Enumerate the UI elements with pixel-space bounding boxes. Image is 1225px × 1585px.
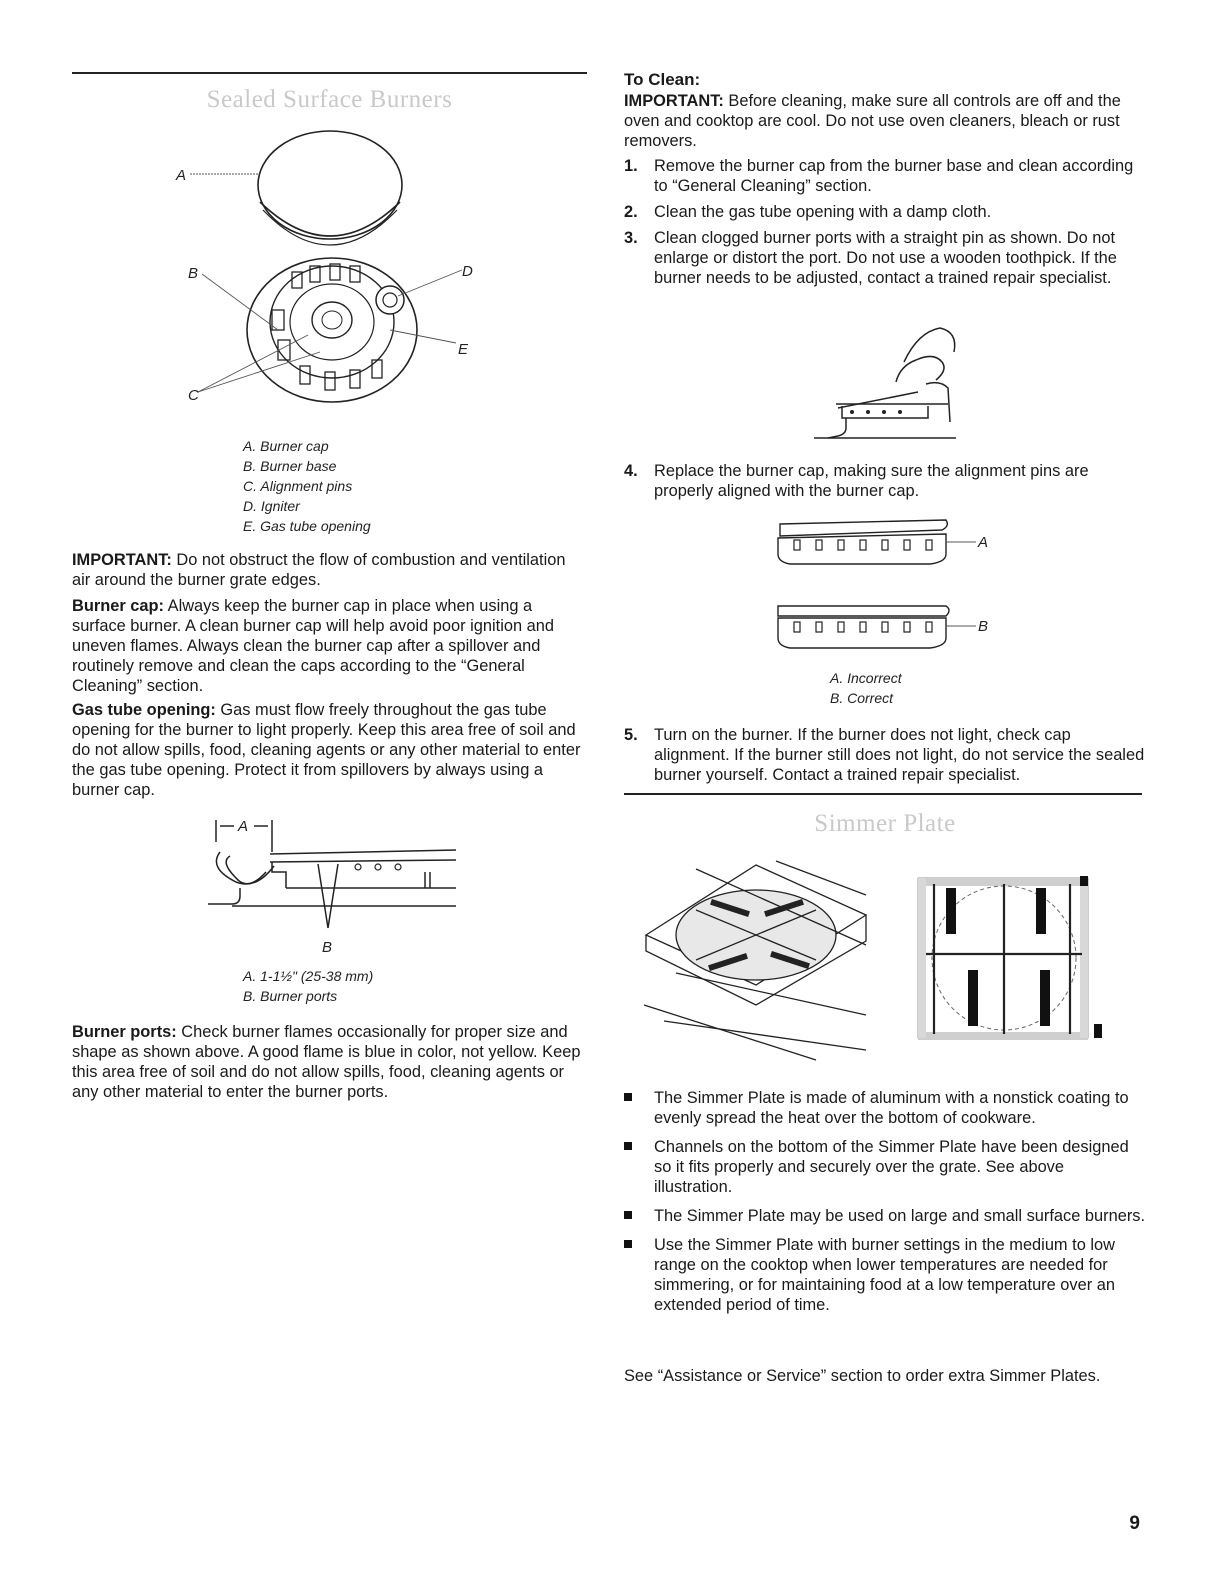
important-note-right: [624, 91, 1146, 151]
label-c: C: [188, 387, 199, 404]
caption-burner-cap: A. Burner cap: [243, 438, 329, 454]
right-section-rule: [624, 793, 1142, 795]
bullet-square: [624, 1093, 632, 1101]
burner-cap-text: Always keep the burner cap in place when using a surface burner. A clean burner cap will help avoid poor ignition and uneven flames. Always clean the burner cap after a spillover and routinely remove and clean the caps according to the “General Cleaning” section.: [72, 597, 555, 695]
burner-ports-lead: Burner ports:: [72, 1023, 177, 1041]
important-note-left: [72, 550, 587, 590]
label-a: A: [176, 167, 187, 184]
section-title-sealed-burners: Sealed Surface Burners: [206, 86, 453, 113]
important-text: Do not obstruct the flow of combustion and ventilation air around the burner grate edges.: [72, 551, 566, 589]
simmer-plate-bullets: [624, 1088, 1146, 1324]
simmer-plate-top-view-illustration: [912, 874, 1112, 1046]
to-clean-title: To Clean:: [624, 70, 701, 89]
caption-correct: B. Correct: [830, 690, 894, 706]
caption-flame-height: A. 1-1½" (25-38 mm): [243, 968, 374, 984]
sealed-burner-illustration: [160, 130, 520, 435]
pin-cleaning-illustration: [808, 322, 968, 442]
bullet-square: [624, 1142, 632, 1150]
important-text-right: Before cleaning, make sure all controls are off and the oven and cooktop are cool. Do not use oven cleaners, bleach or rust removers.: [624, 92, 1121, 150]
step-4: 4. Replace the burner cap, making sure the alignment pins are properly aligned with the burner cap.: [624, 462, 1089, 500]
bullet-square: [624, 1240, 632, 1248]
to-clean-heading: [624, 70, 1146, 90]
cleaning-step-5: [624, 725, 1146, 791]
simmer-bullet-4: Use the Simmer Plate with burner settings in the medium to low range on the cooktop when lower temperatures are needed for simmering, or for maintaining food at a low temperature over an extended period of time.: [624, 1235, 1146, 1315]
cap-label-a: A: [978, 534, 989, 551]
caption-gas-tube-opening: E. Gas tube opening: [243, 518, 371, 534]
closing-paragraph: [624, 1366, 1124, 1386]
caption-igniter: D. Igniter: [243, 498, 300, 514]
step-5: 5. Turn on the burner. If the burner does not light, check cap alignment. If the burner still does not light, do not service the sealed burner yourself. Contact a trained repair specialist.: [624, 726, 1145, 784]
burner-figure-captions: [243, 436, 371, 536]
cleaning-steps-1-3: [624, 156, 1146, 294]
caption-burner-base: B. Burner base: [243, 458, 337, 474]
important-lead-right: IMPORTANT:: [624, 92, 724, 110]
caption-alignment-pins: C. Alignment pins: [243, 478, 353, 494]
burner-flame-illustration: [200, 812, 470, 962]
section-title-simmer-plate: Simmer Plate: [814, 810, 956, 837]
cap-figure-captions: [830, 668, 902, 708]
step-1: 1. Remove the burner cap from the burner base and clean according to “General Cleaning” section.: [624, 157, 1134, 195]
cap-alignment-illustration: [770, 514, 1010, 664]
simmer-bullet-1: The Simmer Plate is made of aluminum with a nonstick coating to evenly spread the heat over the bottom of cookware.: [624, 1088, 1146, 1128]
label-d: D: [462, 263, 473, 280]
simmer-bullet-2: Channels on the bottom of the Simmer Plate have been designed so it fits properly and securely over the grate. See above illustration.: [624, 1137, 1146, 1197]
flame-label-b: B: [322, 939, 333, 956]
page-number: 9: [1129, 1513, 1140, 1534]
simmer-plate-on-grate-illustration: [636, 855, 886, 1065]
gas-tube-lead: Gas tube opening:: [72, 701, 216, 719]
burner-ports-paragraph: [72, 1022, 587, 1102]
gas-tube-paragraph: [72, 700, 587, 800]
bullet-square: [624, 1211, 632, 1219]
closing-text: See “Assistance or Service” section to order extra Simmer Plates.: [624, 1367, 1101, 1385]
step-2: 2. Clean the gas tube opening with a damp cloth.: [624, 203, 992, 221]
cleaning-step-4: [624, 461, 1146, 507]
caption-incorrect: A. Incorrect: [830, 670, 902, 686]
important-lead: IMPORTANT:: [72, 551, 172, 569]
left-top-rule: [72, 72, 587, 74]
flame-figure-captions: [243, 966, 373, 1006]
flame-label-a: A: [238, 818, 249, 835]
label-b: B: [188, 265, 199, 282]
simmer-bullet-3: The Simmer Plate may be used on large and small surface burners.: [624, 1206, 1146, 1226]
burner-cap-paragraph: [72, 596, 587, 696]
gas-tube-text: Gas must flow freely throughout the gas tube opening for the burner to light properly. Keep this area free of soil and do not allow spills, food, cleaning agents or any other material to enter the gas tube opening. Protect it from spillovers by always using a burner cap.: [72, 701, 581, 799]
caption-burner-ports: B. Burner ports: [243, 988, 338, 1004]
burner-ports-text: Check burner flames occasionally for proper size and shape as shown above. A good flame is blue in color, not yellow. Keep this area free of soil and do not allow spills, food, cleaning agents or any other material to enter the burner ports.: [72, 1023, 581, 1101]
cap-label-b: B: [978, 618, 989, 635]
step-3: 3. Clean clogged burner ports with a straight pin as shown. Do not enlarge or distort the port. Do not use a wooden toothpick. If the burner needs to be adjusted, contact a trained repair specialist.: [624, 229, 1117, 287]
label-e: E: [458, 341, 469, 358]
burner-cap-lead: Burner cap:: [72, 597, 164, 615]
